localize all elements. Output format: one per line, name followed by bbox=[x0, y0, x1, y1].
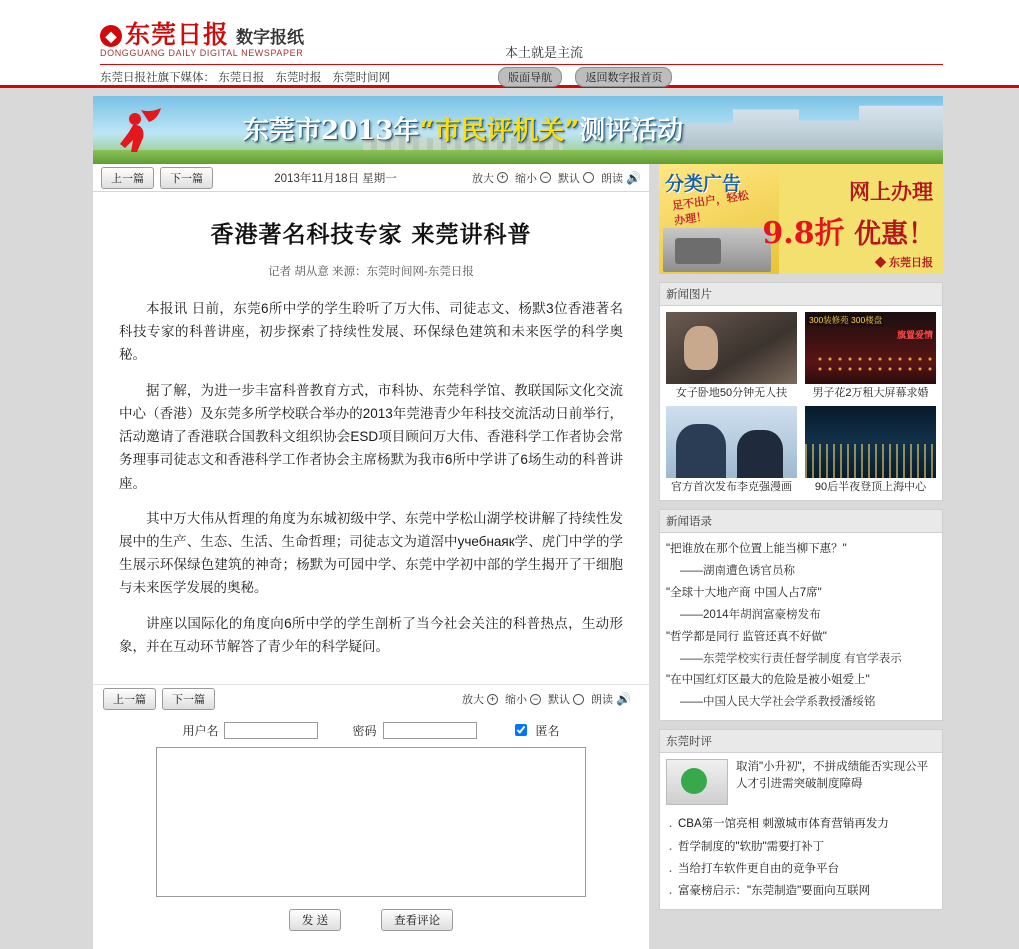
zoom-in-label[interactable]: 放大 bbox=[472, 172, 495, 185]
news-photos-panel bbox=[659, 282, 943, 501]
zoom-in-icon[interactable]: + bbox=[497, 172, 508, 183]
commentary-thumbnail[interactable] bbox=[666, 759, 728, 805]
username-input[interactable] bbox=[224, 722, 318, 739]
article-title: 香港著名科技专家 来莞讲科普 bbox=[210, 221, 532, 248]
quote-source: ——湖南遭色诱官员称 bbox=[680, 565, 795, 578]
masthead-links bbox=[100, 69, 398, 85]
news-photo-item[interactable] bbox=[666, 406, 797, 494]
commentary-list-item[interactable] bbox=[666, 836, 936, 858]
zoom-out-label-bottom[interactable]: 缩小 bbox=[505, 694, 528, 707]
anonymous-label: 匿名 bbox=[535, 723, 560, 738]
commentary-item-label[interactable]: CBA第一馆亮相 刺激城市体育营销再发力 bbox=[678, 818, 889, 831]
site-slogan: 本土就是主流 bbox=[505, 45, 584, 60]
quote-text[interactable]: "把谁放在那个位置上能当柳下惠？" bbox=[666, 543, 847, 556]
comment-section bbox=[93, 684, 649, 949]
site-logo[interactable] bbox=[100, 22, 304, 47]
commentary-item-label[interactable]: 当给打车软件更自由的竞争平台 bbox=[678, 862, 839, 875]
news-photo-item[interactable] bbox=[805, 406, 936, 494]
news-photo-caption[interactable]: 官方首次发布李克强漫画 bbox=[671, 481, 792, 494]
view-comments-button[interactable]: 查看评论 bbox=[381, 909, 453, 931]
prev-article-button-bottom[interactable]: 上一篇 bbox=[103, 688, 156, 710]
logo-english: DONGGUANG DAILY DIGITAL NEWSPAPER bbox=[100, 48, 304, 58]
news-photo-thumbnail[interactable] bbox=[666, 406, 797, 478]
banner-text-highlight: “市民评机关” bbox=[419, 116, 580, 146]
news-quotes-title: 新闻语录 bbox=[659, 509, 943, 532]
ad-logo: ◆ 东莞日报 bbox=[874, 257, 933, 269]
password-label: 密码 bbox=[352, 723, 377, 738]
news-photo-item[interactable] bbox=[666, 312, 797, 400]
quote-text[interactable]: "全球十大地产商 中国人占7席" bbox=[666, 587, 822, 600]
news-photos-title: 新闻图片 bbox=[659, 282, 943, 305]
quote-source: ——2014年胡润富豪榜发布 bbox=[680, 608, 821, 621]
back-to-home-button[interactable]: 返回数字报首页 bbox=[575, 67, 672, 87]
next-article-button-top[interactable]: 下一篇 bbox=[160, 167, 213, 189]
speaker-icon-bottom[interactable]: 🔊 bbox=[616, 692, 631, 707]
next-article-button-bottom[interactable]: 下一篇 bbox=[162, 688, 215, 710]
quote-text[interactable]: "在中国红灯区最大的危险是被小姐爱上" bbox=[666, 674, 870, 687]
news-photo-thumbnail[interactable] bbox=[805, 406, 936, 478]
send-comment-button[interactable]: 发 送 bbox=[289, 909, 341, 931]
commentary-lead-link[interactable]: 取消"小升初"，不拼成绩能否实现公平 bbox=[736, 761, 929, 774]
article-paragraph: 讲座以国际化的角度向6所中学的学生剖析了当今社会关注的科普热点，生动形象，并在互动环节解答了青少年的科学疑问。 bbox=[119, 615, 623, 654]
speaker-icon[interactable]: 🔊 bbox=[626, 170, 641, 185]
link-dongguan-daily[interactable]: 东莞日报 bbox=[218, 72, 265, 84]
article-paragraph: 本报讯 日前，东莞6所中学的学生聆听了万大伟、司徒志文、杨默3位香港著名科技专家的科普讲座，初步探索了持续性发展、环保绿色建筑和未来医学的科学奥秘。 bbox=[119, 301, 623, 363]
password-input[interactable] bbox=[383, 722, 477, 739]
article-body bbox=[93, 192, 649, 684]
ad-discount: 9.8折 bbox=[762, 216, 845, 251]
zoom-in-icon-bottom[interactable]: + bbox=[487, 694, 498, 705]
news-photo-caption[interactable]: 90后半夜登顶上海中心 bbox=[814, 481, 927, 494]
logo-title: 东莞日报 bbox=[125, 20, 230, 49]
ad-discount-suffix: 优惠！ bbox=[854, 219, 935, 250]
quote-text[interactable]: "哲学都是同行 监管还真不好做" bbox=[666, 630, 827, 643]
commentary-panel bbox=[659, 729, 943, 910]
commentary-title: 东莞时评 bbox=[659, 729, 943, 752]
banner-text bbox=[243, 110, 683, 147]
zoom-out-icon[interactable]: − bbox=[540, 172, 551, 183]
ad-headline: 网上办理 bbox=[849, 179, 933, 204]
classified-ad-banner[interactable] bbox=[659, 164, 943, 274]
zoom-default-label[interactable]: 默认 bbox=[558, 172, 581, 185]
campaign-banner[interactable] bbox=[93, 96, 943, 164]
quote-source: ——中国人民大学社会学系教授潘绥铭 bbox=[680, 696, 876, 709]
zoom-in-label-bottom[interactable]: 放大 bbox=[462, 694, 485, 707]
mascot-icon bbox=[111, 106, 165, 156]
logo-subtitle: 数字报纸 bbox=[236, 28, 305, 48]
article-toolbar-top bbox=[93, 164, 649, 192]
link-dongguan-timenet[interactable]: 东莞时间网 bbox=[332, 72, 391, 84]
zoom-default-label-bottom[interactable]: 默认 bbox=[548, 694, 571, 707]
quote-source: ——东莞学校实行责任督学制度 有官学表示 bbox=[680, 652, 902, 665]
page-navigation-button[interactable]: 版面导航 bbox=[498, 67, 562, 87]
banner-text-before: 东莞市2013年 bbox=[243, 116, 420, 146]
zoom-default-icon[interactable] bbox=[583, 172, 594, 183]
masthead-links-prefix: 东莞日报社旗下媒体： bbox=[100, 72, 215, 84]
article-paragraph: 其中万大伟从哲理的角度为东城初级中学、东莞中学松山湖学校讲解了持续性发展中的生产、生态、生活、生命哲理；司徒志文为道滘中учебнаяк学、虎门中学的学生展示环保绿色建筑的神奇；杨默为可园中学、东莞中学初中部的学生揭开了干细胞与未来医学发展的奥秘。 bbox=[119, 510, 623, 596]
masthead-divider bbox=[100, 64, 943, 65]
article-byline: 记者 胡从意 来源：东莞时间网-东莞日报 bbox=[268, 266, 474, 278]
zoom-default-icon-bottom[interactable] bbox=[573, 694, 584, 705]
news-photo-caption[interactable]: 男子花2万租大屏幕求婚 bbox=[812, 387, 929, 399]
news-photo-thumbnail[interactable] bbox=[805, 312, 936, 384]
banner-text-after: 测评活动 bbox=[579, 116, 684, 146]
commentary-list-item[interactable] bbox=[666, 880, 936, 902]
article-date: 2013年11月18日 星期一 bbox=[274, 172, 397, 185]
ad-photo bbox=[663, 228, 771, 272]
news-photo-thumbnail[interactable] bbox=[666, 312, 797, 384]
commentary-list-item[interactable] bbox=[666, 813, 936, 835]
read-aloud-label[interactable]: 朗读 bbox=[601, 172, 624, 185]
zoom-out-icon-bottom[interactable]: − bbox=[530, 694, 541, 705]
read-aloud-label-bottom[interactable]: 朗读 bbox=[591, 694, 614, 707]
commentary-item-label[interactable]: 富豪榜启示："东莞制造"要面向互联网 bbox=[678, 885, 871, 898]
news-photo-caption[interactable]: 女子卧地50分钟无人扶 bbox=[675, 387, 788, 399]
ad-title: 分类广告 bbox=[665, 173, 742, 195]
link-dongguan-times[interactable]: 东莞时报 bbox=[275, 72, 322, 84]
zoom-out-label[interactable]: 缩小 bbox=[515, 172, 538, 185]
prev-article-button-top[interactable]: 上一篇 bbox=[101, 167, 154, 189]
article-paragraph: 据了解，为进一步丰富科普教育方式，市科协、东莞科学馆、教联国际文化交流中心（香港）及东莞多所学校联合举办的2013年莞港青少年科技交流活动日前举行，活动邀请了香港联合国教科文组织协会ESD项目顾问万大伟、香港科学工作者协会常务理事司徒志文和香港科学工作者协会主席杨默为我市6所中学讲了6场生动的科普讲座。 bbox=[119, 382, 623, 491]
anonymous-checkbox[interactable] bbox=[515, 724, 527, 736]
site-masthead bbox=[0, 0, 1019, 88]
commentary-lead-link[interactable]: 人才引进需突破制度障碍 bbox=[736, 778, 863, 791]
banner-grass bbox=[93, 150, 943, 164]
news-quotes-panel bbox=[659, 509, 943, 721]
logo-mark-icon: ◆ bbox=[100, 25, 122, 47]
commentary-list-item[interactable] bbox=[666, 858, 936, 880]
news-photo-item[interactable] bbox=[805, 312, 936, 400]
article-toolbar-bottom bbox=[103, 685, 639, 713]
commentary-item-label[interactable]: 哲学制度的"软肋"需要打补丁 bbox=[678, 840, 825, 853]
ad-subtitle: 足不出户，轻松办理！ bbox=[671, 189, 750, 228]
comment-textarea[interactable] bbox=[156, 747, 586, 897]
ad-discount-line bbox=[762, 208, 935, 252]
username-label: 用户名 bbox=[182, 723, 219, 738]
news-photo-overlay-tag: 300装修苑 300楼盘 bbox=[809, 315, 883, 325]
news-photo-overlay-tag2: 旗置爱情 bbox=[896, 330, 933, 340]
